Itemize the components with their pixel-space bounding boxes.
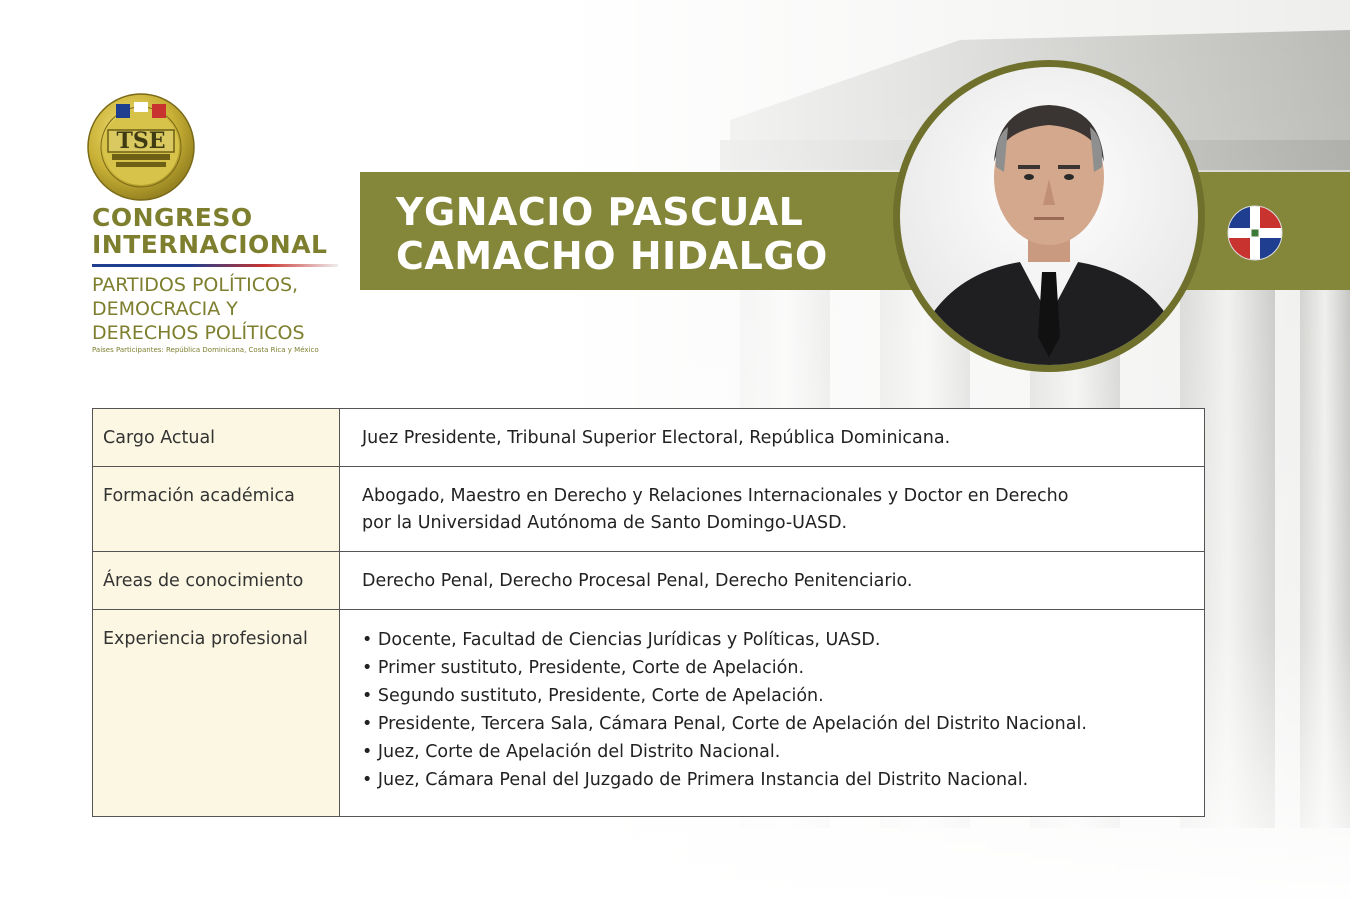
cargo-value: Juez Presidente, Tribunal Superior Electoral, República Dominicana. xyxy=(340,409,1205,467)
congreso-title xyxy=(92,204,327,258)
congreso-line-1: CONGRESO xyxy=(92,203,253,232)
areas-label: Áreas de conocimiento xyxy=(93,552,340,610)
experiencia-value xyxy=(340,610,1205,817)
subtitle-line-3: DERECHOS POLÍTICOS xyxy=(92,322,305,344)
subtitle-line-1: PARTIDOS POLÍTICOS, xyxy=(92,274,299,296)
cargo-label: Cargo Actual xyxy=(93,409,340,467)
subtitle-line-2: DEMOCRACIA Y xyxy=(92,298,238,320)
speaker-name-line-1: YGNACIO PASCUAL xyxy=(396,190,804,234)
formacion-value xyxy=(340,467,1205,552)
speaker-name-line-2: CAMACHO HIDALGO xyxy=(396,234,828,278)
table-row-formacion xyxy=(93,467,1205,552)
speaker-portrait xyxy=(893,60,1205,372)
experiencia-list xyxy=(362,626,1194,794)
tricolor-divider xyxy=(92,264,338,267)
portrait-image xyxy=(900,67,1198,365)
table-row-cargo xyxy=(93,409,1205,467)
formacion-value-line-1: Abogado, Maestro en Derecho y Relaciones Internacionales y Doctor en Derecho xyxy=(362,486,1069,506)
list-item: • Juez, Corte de Apelación del Distrito Nacional. xyxy=(362,742,781,762)
congreso-subtitle xyxy=(92,273,305,345)
list-item: • Primer sustituto, Presidente, Corte de Apelación. xyxy=(362,658,805,678)
list-item: • Segundo sustituto, Presidente, Corte de Apelación. xyxy=(362,686,824,706)
dominican-republic-flag-icon xyxy=(1227,205,1283,261)
profile-table xyxy=(92,408,1205,817)
list-item: • Docente, Facultad de Ciencias Jurídicas y Políticas, UASD. xyxy=(362,630,881,650)
list-item: • Presidente, Tercera Sala, Cámara Penal, Corte de Apelación del Distrito Nacional. xyxy=(362,714,1087,734)
table-row-experiencia xyxy=(93,610,1205,817)
participating-countries: Países Participantes: República Dominicana, Costa Rica y México xyxy=(92,346,319,354)
list-item: • Juez, Cámara Penal del Juzgado de Primera Instancia del Distrito Nacional. xyxy=(362,770,1029,790)
areas-value: Derecho Penal, Derecho Procesal Penal, Derecho Penitenciario. xyxy=(340,552,1205,610)
experiencia-label: Experiencia profesional xyxy=(93,610,340,817)
congreso-line-2: INTERNACIONAL xyxy=(92,230,328,259)
formacion-label: Formación académica xyxy=(93,467,340,552)
speaker-name xyxy=(396,190,828,278)
table-row-areas xyxy=(93,552,1205,610)
formacion-value-line-2: por la Universidad Autónoma de Santo Domingo-UASD. xyxy=(362,513,848,533)
seal-text: TSE xyxy=(116,128,166,154)
tse-seal-logo xyxy=(86,92,196,202)
